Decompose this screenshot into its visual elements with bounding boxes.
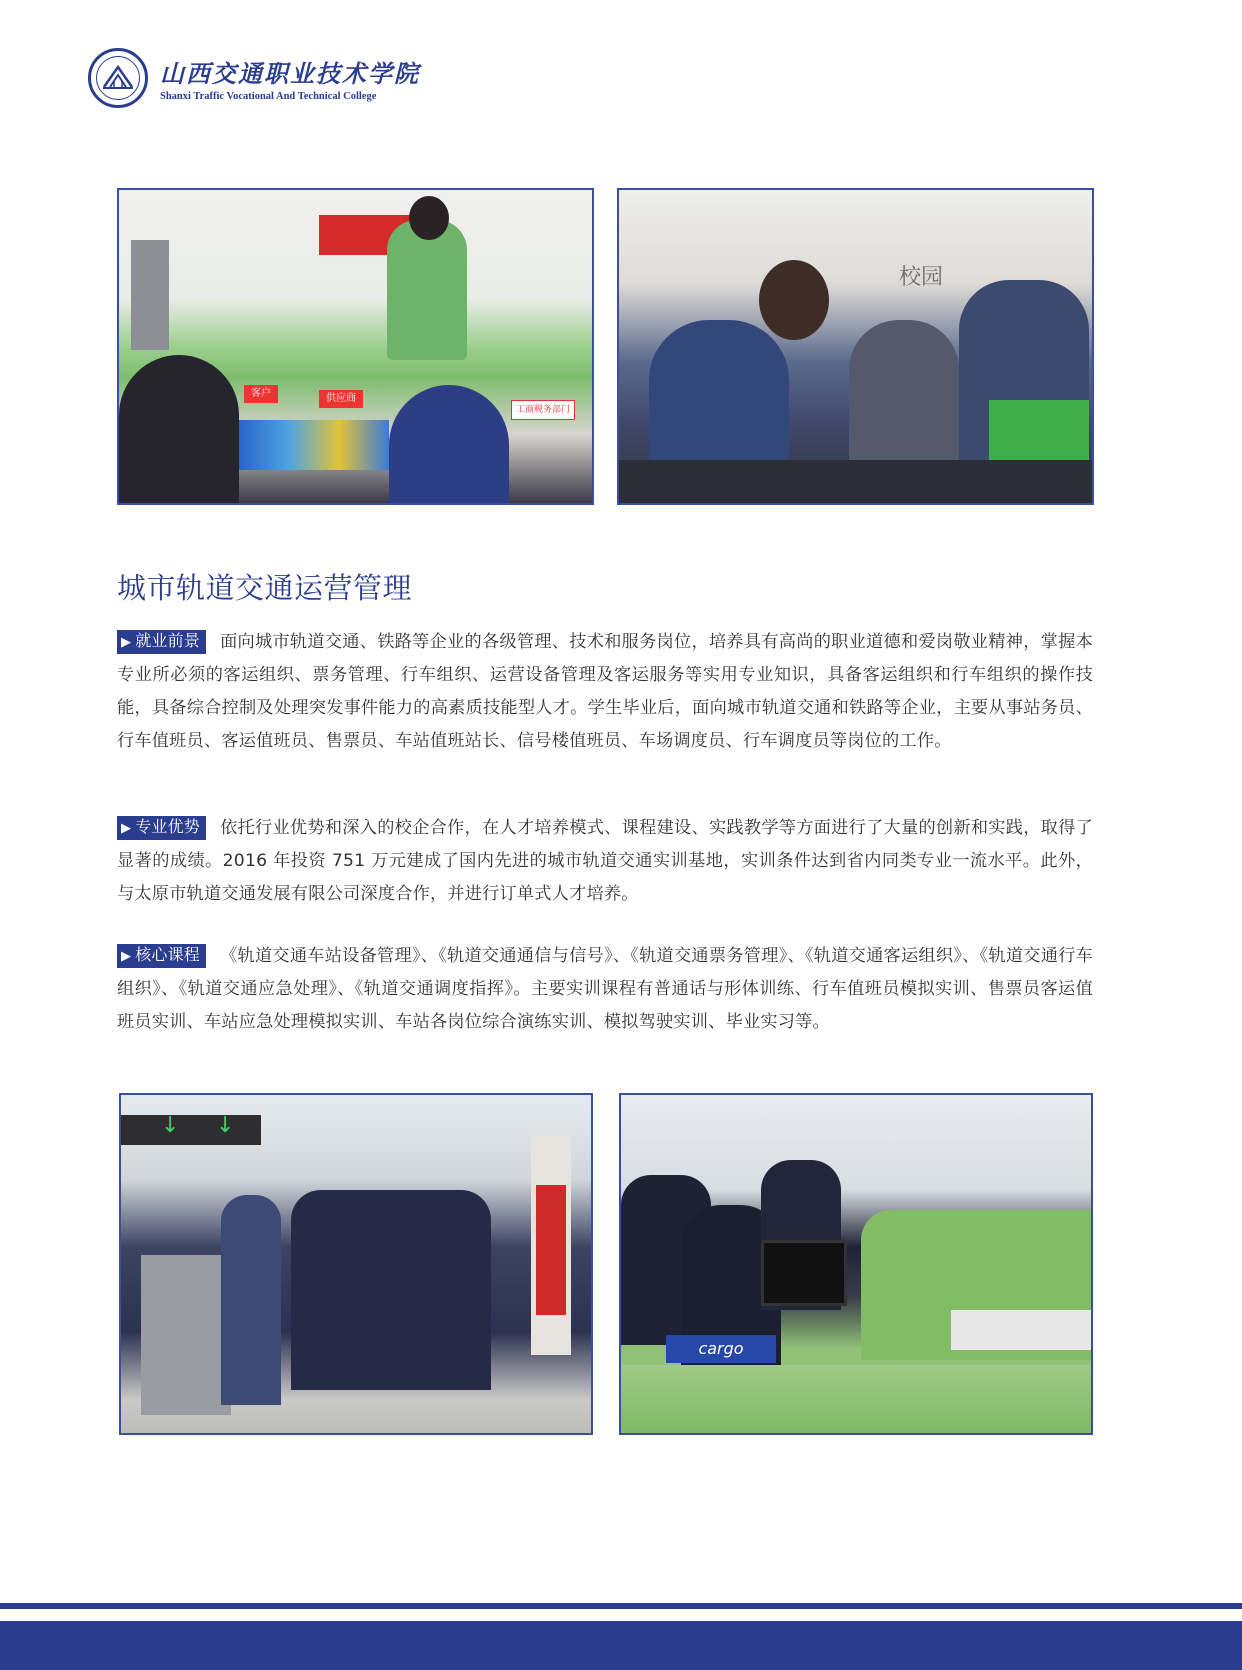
footer-thick-bar: [0, 1621, 1242, 1670]
ticket-gate: [141, 1255, 231, 1415]
fire-cabinet: [536, 1185, 566, 1315]
direction-sign: [121, 1115, 261, 1145]
label-tax: 工商税务部门: [511, 400, 575, 420]
photo-classroom-sandbox: [117, 188, 594, 505]
paragraph-text: 依托行业优势和深入的校企合作，在人才培养模式、课程建设、实践教学等方面进行了大量的创新和实践，取得了显著的成绩。2016 年投资 751 万元建成了国内先进的城市轨道交通实训基地，实训条件达到省内同类专业一流水平。此外，与太原市轨道交通发展有限公司深度合作，并进行订单式人才培养。: [117, 818, 1093, 904]
student-green-shirt: [387, 220, 467, 360]
student-head: [409, 196, 449, 240]
tag-courses: [117, 944, 206, 968]
cabinet: [131, 240, 169, 350]
arrow-right-icon: ▶: [121, 949, 132, 964]
photo-rail-model-lab: [619, 1093, 1093, 1435]
label-supplier: 供应商: [319, 390, 363, 408]
arrow-down-icon: ↓: [216, 1113, 235, 1138]
wall-text: 校园: [899, 265, 944, 290]
arrow-right-icon: ▶: [121, 635, 132, 650]
computer-monitor: [761, 1240, 847, 1306]
paragraph-text: 面向城市轨道交通、铁路等企业的各级管理、技术和服务岗位，培养具有高尚的职业道德和爱岗敬业精神，掌握本专业所必须的客运组织、票务管理、行车组织、运营设备管理及客运服务等实用专业知识，具备客运组织和行车组织的操作技能，具备综合控制及处理突发事件能力的高素质技能型人才。学生毕业后，面向城市轨道交通和铁路等企业，主要从事站务员、行车值班员、客运值班员、售票员、车站值班站长、信号楼值班员、车场调度员、行车调度员等岗位的工作。: [117, 632, 1093, 751]
school-name-cn: 山西交通职业技术学院: [160, 59, 420, 88]
paragraph-employment: [117, 626, 1093, 758]
desk-front: [619, 460, 1094, 505]
arrow-right-icon: ▶: [121, 821, 132, 836]
foreground-person: [119, 355, 239, 505]
photo-station-gates: [119, 1093, 593, 1435]
model-bridge: [951, 1310, 1091, 1350]
school-name-en: Shanxi Traffic Vocational And Technical College: [160, 91, 377, 102]
tag-label: 核心课程: [135, 945, 201, 964]
arrow-down-icon: ↓: [161, 1113, 180, 1138]
tag-employment: [117, 630, 206, 654]
logo-text: [160, 54, 420, 102]
label-customer: 客户: [244, 385, 278, 403]
section-title: 城市轨道交通运营管理: [117, 571, 413, 605]
sandbox-table: [239, 420, 389, 470]
bridge-icon: [101, 61, 135, 95]
student-head-left: [759, 260, 829, 340]
paragraph-courses: [117, 940, 1093, 1039]
model-ground: [621, 1365, 1093, 1435]
students-uniform: [291, 1190, 491, 1390]
footer-thin-bar: [0, 1603, 1242, 1609]
tag-advantage: [117, 816, 206, 840]
header: [88, 46, 420, 110]
tag-label: 专业优势: [135, 817, 201, 836]
teacher: [221, 1195, 281, 1405]
tag-label: 就业前景: [135, 631, 201, 650]
college-seal-logo: [88, 48, 148, 108]
foreground-person-blue: [389, 385, 509, 505]
paragraph-advantage: [117, 812, 1093, 911]
photo-lab-students: [617, 188, 1094, 505]
train-model: cargo: [666, 1335, 776, 1363]
paragraph-text: 《轨道交通车站设备管理》、《轨道交通通信与信号》、《轨道交通票务管理》、《轨道交通客运组织》、《轨道交通行车组织》、《轨道交通应急处理》、《轨道交通调度指挥》。主要实训课程有普通话与形体训练、行车值班员模拟实训、售票员客运值班员实训、车站应急处理模拟实训、车站各岗位综合演练实训、模拟驾驶实训、毕业实习等。: [117, 946, 1093, 1032]
